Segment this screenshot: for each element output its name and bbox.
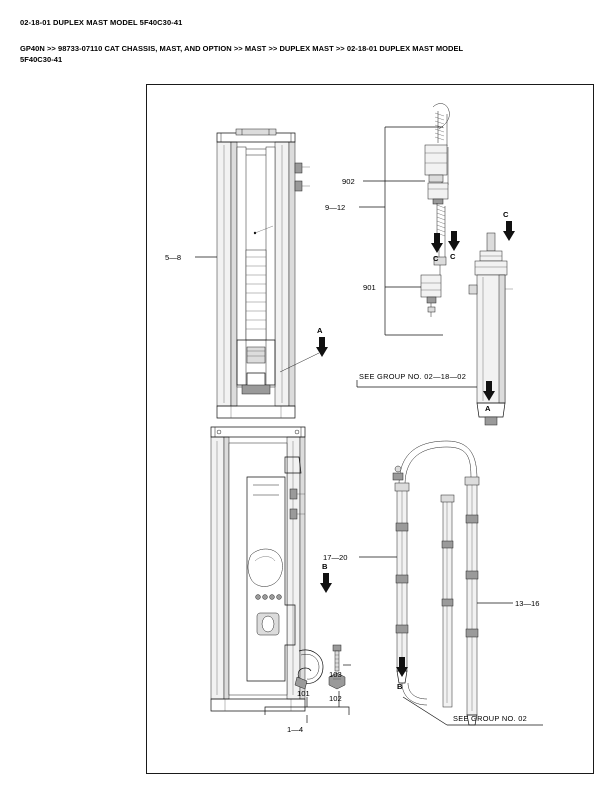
page-title: 02-18-01 DUPLEX MAST MODEL 5F40C30-41 <box>20 18 183 27</box>
upper-hose-group <box>325 104 460 335</box>
part-103-bolt <box>333 645 341 671</box>
marker-c-upper-mid-2-group <box>448 231 460 261</box>
marker-c-upper-mid-2: C <box>450 252 456 261</box>
callout-1-4: 1—4 <box>287 725 304 734</box>
callout-102: 102 <box>329 694 342 703</box>
callout-13-16: 13—16 <box>515 599 540 608</box>
marker-c-upper-right: C <box>503 210 509 219</box>
note-group-02: SEE GROUP NO. 02 <box>453 714 528 723</box>
lower-hose-group <box>323 441 543 725</box>
callout-17-20: 17—20 <box>323 553 348 562</box>
callout-901: 901 <box>363 283 376 292</box>
callout-9-12: 9—12 <box>325 203 346 212</box>
lower-carriage-assembly <box>211 427 351 734</box>
breadcrumb-line-1: GP40N >> 98733-07110 CAT CHASSIS, MAST, AND OPTION >> MAST >> DUPLEX MAST >> 02-18-01 DUPLEX MAST MODEL <box>20 44 464 53</box>
diagram-frame <box>146 84 594 774</box>
marker-a-right: A <box>485 404 491 413</box>
marker-b-mid-group <box>320 562 332 593</box>
marker-b-mid: B <box>322 562 328 571</box>
callout-101: 101 <box>297 689 310 698</box>
callout-5-8: 5—8 <box>165 253 182 262</box>
marker-a-upper-left: A <box>317 326 323 335</box>
marker-c-upper-mid: C <box>433 254 439 263</box>
marker-c-upper-right-group <box>503 210 515 241</box>
parts-diagram <box>147 85 595 775</box>
callout-103: 103 <box>329 670 342 679</box>
upper-mast-assembly <box>165 129 310 418</box>
callout-902: 902 <box>342 177 355 186</box>
breadcrumb-line-2: 5F40C30-41 <box>20 55 63 64</box>
marker-b-lower: B <box>397 682 403 691</box>
breadcrumb <box>20 43 580 65</box>
note-group-02-18-02: SEE GROUP NO. 02—18—02 <box>359 372 467 381</box>
